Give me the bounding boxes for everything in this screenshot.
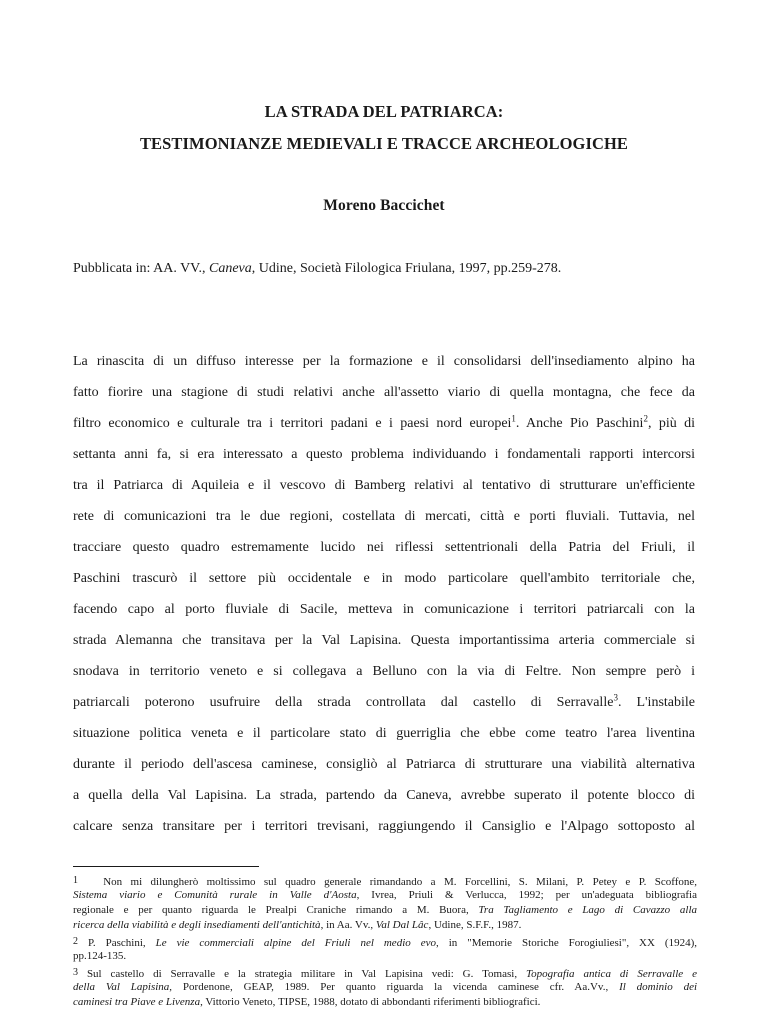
- body-line-text: a quella della Val Lapisina. La strada, partendo da Caneva, avrebbe superato il potente blocco di: [73, 788, 695, 803]
- footnote-line: [73, 903, 697, 918]
- footnote-text: , Vittorio Veneto, TIPSE, 1988, dotato di abbondanti riferimenti bibliografici.: [200, 996, 541, 1008]
- footnote-title: ricerca della viabilità e degli insediamenti dell'antichità: [73, 919, 321, 931]
- footnote-title: Tra Tagliamento e Lago di Cavazzo alla: [478, 904, 697, 916]
- footnote-ref-2[interactable]: 2: [643, 413, 648, 424]
- footnote-text: , Pordenone, GEAP, 1989. Per quanto riguarda la vicenda caminese cfr. Aa.Vv.,: [169, 981, 620, 993]
- body-line-text: patriarcali poterono usufruire della strada controllata dal castello di Serravalle: [73, 695, 614, 710]
- body-line-text: rete di comunicazioni tra le due regioni, costellata di mercati, città e porti fluviali. Tuttavia, nel: [73, 509, 695, 524]
- body-line: [73, 780, 695, 811]
- body-line-text: fatto fiorire una stagione di studi relativi anche all'assetto viario di quella montagna, che fece da: [73, 385, 695, 400]
- author-name: Moreno Baccichet: [323, 197, 445, 214]
- footnote-text: , Ivrea, Priuli & Verlucca, 1992; per un'adeguata bibliografia: [356, 889, 697, 901]
- body-line-text: durante il periodo dell'ascesa caminese, consigliò al Patriarca di strutturare una viabilità alternativa: [73, 757, 695, 772]
- footnote-text: regionale e per quanto riguarda le Prealpi Craniche rimando a M. Buora,: [73, 904, 479, 916]
- footnote-text: , Udine, S.F.F., 1987.: [428, 919, 522, 931]
- title-line-2: TESTIMONIANZE MEDIEVALI E TRACCE ARCHEOLOGICHE: [139, 134, 629, 153]
- footnote-separator: [73, 866, 259, 867]
- body-line-text: Paschini trascurò il settore più occidentale e in modo particolare quell'ambito territoriale che,: [73, 571, 695, 586]
- footnote-line: [73, 949, 697, 964]
- footnote-text: P. Paschini,: [87, 937, 156, 949]
- body-line: [73, 656, 695, 687]
- body-line: [73, 501, 695, 532]
- body-line-text: filtro economico e culturale tra i territori padani e i paesi nord europei: [73, 416, 512, 431]
- body-line: [73, 346, 695, 377]
- footnote-number: 1: [73, 875, 78, 886]
- footnote-title: della Val Lapisina: [73, 981, 170, 993]
- footnote-title: Il dominio dei: [619, 981, 698, 993]
- body-line: [73, 408, 695, 439]
- publication-info: [73, 261, 561, 277]
- publication-prefix: Pubblicata in: AA. VV.,: [73, 261, 209, 276]
- body-line-text: snodava in territorio veneto e si collegava a Belluno con la via di Feltre. Non sempre però i: [73, 664, 695, 679]
- body-line: [73, 749, 695, 780]
- footnote-2: [73, 934, 697, 949]
- body-line-text: facendo capo al porto fluviale di Sacile, metteva in comunicazione i territori patriarcali con la: [73, 602, 695, 617]
- footnote-line: [73, 980, 697, 995]
- footnote-text: Sul castello di Serravalle e la strategia militare in Val Lapisina vedi: G. Tomasi,: [86, 968, 527, 980]
- publication-book: Caneva: [209, 261, 252, 276]
- body-line-text: . L'instabile: [617, 695, 695, 710]
- body-line: [73, 625, 695, 656]
- footnote-3: [73, 965, 697, 980]
- body-line: [73, 470, 695, 501]
- body-line-text: tracciare questo quadro estremamente lucido nei riflessi settentrionali della Patria del Friuli, il: [73, 540, 695, 555]
- footnote-number: 2: [73, 936, 78, 947]
- footnote-ref-3[interactable]: 3: [613, 692, 618, 703]
- body-line: [73, 811, 695, 842]
- footnotes: [73, 873, 697, 1010]
- footnote-text: Non mi dilungherò moltissimo sul quadro generale rimandando a M. Forcellini, S. Milani, P. Petey e P. Scoffone,: [103, 876, 698, 888]
- footnote-title: Val Dal Lâc: [375, 919, 429, 931]
- footnote-line: [73, 888, 697, 903]
- footnote-number: 3: [73, 967, 78, 978]
- body-line-text: , più di: [647, 416, 695, 431]
- body-line: [73, 377, 695, 408]
- publication-suffix: , Udine, Società Filologica Friulana, 1997, pp.259-278.: [251, 261, 562, 276]
- footnote-line: [73, 918, 697, 933]
- footnote-text: pp.124-135.: [73, 950, 127, 962]
- title-line-1: LA STRADA DEL PATRIARCA:: [264, 102, 504, 121]
- body-line-text: strada Alemanna che transitava per la Val Lapisina. Questa importantissima arteria commerciale si: [73, 633, 695, 648]
- body-line: [73, 687, 695, 718]
- body-line-text: La rinascita di un diffuso interesse per la formazione e il consolidarsi dell'insediamento alpino ha: [73, 354, 695, 369]
- footnote-line: [73, 995, 697, 1010]
- body-line: [73, 439, 695, 470]
- body-line-text: settanta anni fa, si era interessato a questo problema individuando i fondamentali rapporti intercorsi: [73, 447, 695, 462]
- body-line: [73, 532, 695, 563]
- footnote-1: [73, 873, 697, 888]
- footnote-title: Topografia antica di Serravalle e: [526, 968, 697, 980]
- body-line-text: tra il Patriarca di Aquileia e il vescovo di Bamberg relativi al tentativo di strutturare un'efficiente: [73, 478, 695, 493]
- body-line: [73, 563, 695, 594]
- body-line-text: calcare senza transitare per i territori trevisani, raggiungendo il Cansiglio e l'Alpago sottoposto al: [73, 819, 695, 834]
- footnote-text: , in "Memorie Storiche Forogiuliesi", XX (1924),: [436, 937, 697, 949]
- body-line-text: situazione politica veneta e il particolare stato di guerriglia che ebbe come teatro l'area liventina: [73, 726, 695, 741]
- body-line-text: . Anche Pio Paschini: [515, 416, 644, 431]
- footnote-title: Le vie commerciali alpine del Friuli nel medio evo: [155, 937, 436, 949]
- footnote-title: caminesi tra Piave e Livenza: [73, 996, 201, 1008]
- body-paragraph: [73, 346, 695, 842]
- footnote-text: , in Aa. Vv.,: [320, 919, 376, 931]
- body-line: [73, 718, 695, 749]
- footnote-ref-1[interactable]: 1: [511, 413, 516, 424]
- footnote-title: Sistema viario e Comunità rurale in Valle d'Aosta: [73, 889, 357, 901]
- body-line: [73, 594, 695, 625]
